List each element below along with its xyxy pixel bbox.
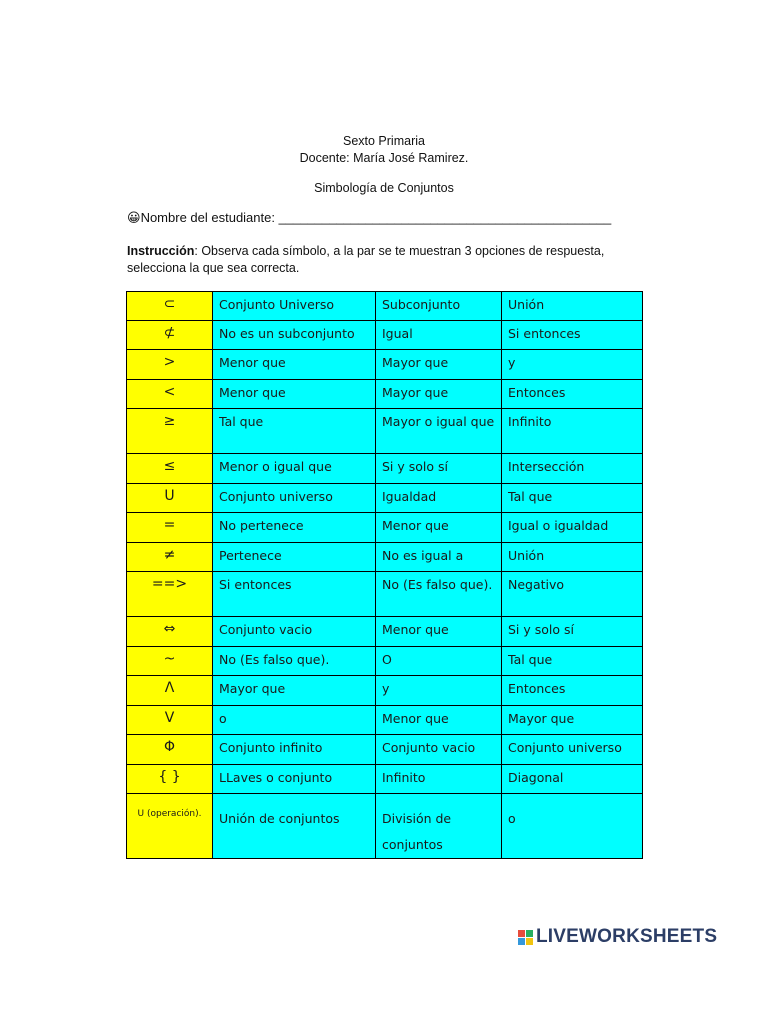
answer-option[interactable]: Menor que [213, 350, 376, 380]
page-title: Simbología de Conjuntos [314, 181, 454, 195]
header-grade: Sexto Primaria [343, 134, 425, 148]
answer-option[interactable]: Menor o igual que [213, 454, 376, 484]
answer-option[interactable]: Igual [376, 321, 502, 350]
answer-option[interactable]: Negativo [502, 572, 643, 617]
table-row [127, 409, 643, 454]
table-row [127, 380, 643, 409]
answer-option[interactable]: Conjunto infinito [213, 735, 376, 765]
symbol-cell: Φ [127, 735, 213, 765]
symbol-cell: Λ [127, 676, 213, 706]
table-row [127, 513, 643, 543]
answer-option[interactable]: Menor que [213, 380, 376, 409]
logo-square-yellow [526, 938, 533, 945]
logo-square-red [518, 930, 525, 937]
symbol-cell: U [127, 484, 213, 513]
student-name-label: Nombre del estudiante: [140, 210, 279, 225]
answer-option[interactable]: Subconjunto [376, 292, 502, 321]
answer-option[interactable]: Conjunto vacio [376, 735, 502, 765]
answer-option[interactable]: Si entonces [502, 321, 643, 350]
instruction [127, 243, 627, 277]
smiley-icon: 😀 [127, 211, 141, 226]
symbol-cell: U (operación). [127, 794, 213, 859]
answer-option[interactable]: Mayor que [502, 706, 643, 735]
answer-option[interactable]: Si entonces [213, 572, 376, 617]
answer-option[interactable]: Entonces [502, 380, 643, 409]
answer-option[interactable]: o [213, 706, 376, 735]
answer-option[interactable]: No es igual a [376, 543, 502, 572]
answer-option[interactable]: No pertenece [213, 513, 376, 543]
answer-option[interactable]: Si y solo sí [502, 617, 643, 647]
answer-option[interactable]: Entonces [502, 676, 643, 706]
answer-option[interactable]: Infinito [502, 409, 643, 454]
table-row [127, 617, 643, 647]
logo-square-blue [518, 938, 525, 945]
answer-option[interactable]: Menor que [376, 617, 502, 647]
table-row [127, 706, 643, 735]
instruction-text: : Observa cada símbolo, a la par se te muestran 3 opciones de respuesta, selecciona la que sea correcta. [127, 244, 605, 275]
answer-option[interactable]: Conjunto universo [502, 735, 643, 765]
answer-option[interactable]: Igual o igualdad [502, 513, 643, 543]
symbol-cell: ⇔ [127, 617, 213, 647]
answer-option[interactable]: Si y solo sí [376, 454, 502, 484]
answer-option[interactable]: No (Es falso que). [213, 647, 376, 676]
header-teacher: Docente: María José Ramirez. [299, 151, 469, 165]
answer-option[interactable]: Igualdad [376, 484, 502, 513]
liveworksheets-logo [518, 926, 717, 948]
symbol-cell: ⊂ [127, 292, 213, 321]
answer-option[interactable]: Conjunto universo [213, 484, 376, 513]
symbol-cell: ≤ [127, 454, 213, 484]
answer-option[interactable]: y [502, 350, 643, 380]
answer-option[interactable]: Mayor que [213, 676, 376, 706]
student-name-line [127, 210, 611, 226]
table-row [127, 292, 643, 321]
answer-option[interactable]: Mayor que [376, 380, 502, 409]
symbol-cell: { } [127, 765, 213, 794]
answer-option[interactable]: Conjunto vacio [213, 617, 376, 647]
logo-text: LIVEWORKSHEETS [536, 926, 718, 947]
symbol-cell: ≥ [127, 409, 213, 454]
answer-option[interactable]: Intersección [502, 454, 643, 484]
answer-option[interactable]: Unión de conjuntos [213, 794, 376, 859]
answer-option[interactable]: Menor que [376, 513, 502, 543]
answer-option[interactable]: Mayor o igual que [376, 409, 502, 454]
answer-option[interactable]: Menor que [376, 706, 502, 735]
answer-option[interactable]: o [502, 794, 643, 859]
answer-option[interactable]: Conjunto Universo [213, 292, 376, 321]
table-row [127, 350, 643, 380]
table-row [127, 484, 643, 513]
symbol-cell: ⊄ [127, 321, 213, 350]
table-row [127, 647, 643, 676]
table-row [127, 572, 643, 617]
symbol-cell: = [127, 513, 213, 543]
table-row [127, 321, 643, 350]
logo-mark-icon [518, 930, 533, 945]
answer-option[interactable]: División de conjuntos [376, 794, 502, 859]
logo-square-green [526, 930, 533, 937]
answer-option[interactable]: O [376, 647, 502, 676]
answer-option[interactable]: No (Es falso que). [376, 572, 502, 617]
table-row [127, 454, 643, 484]
answer-option[interactable]: Diagonal [502, 765, 643, 794]
answer-option[interactable]: Unión [502, 292, 643, 321]
table-row [127, 543, 643, 572]
symbol-cell: ~ [127, 647, 213, 676]
table-row [127, 794, 643, 859]
symbol-cell: V [127, 706, 213, 735]
table-row [127, 676, 643, 706]
table-row [127, 765, 643, 794]
symbol-cell: ==> [127, 572, 213, 617]
symbols-table [126, 291, 643, 859]
answer-option[interactable]: LLaves o conjunto [213, 765, 376, 794]
answer-option[interactable]: Tal que [213, 409, 376, 454]
answer-option[interactable]: Tal que [502, 647, 643, 676]
table-row [127, 735, 643, 765]
answer-option[interactable]: No es un subconjunto [213, 321, 376, 350]
symbol-cell: > [127, 350, 213, 380]
instruction-label: Instrucción [127, 244, 195, 258]
student-name-blank[interactable]: ______________________________________________ [278, 210, 612, 225]
answer-option[interactable]: Pertenece [213, 543, 376, 572]
answer-option[interactable]: Unión [502, 543, 643, 572]
answer-option[interactable]: y [376, 676, 502, 706]
symbol-cell: ≠ [127, 543, 213, 572]
answer-option[interactable]: Infinito [376, 765, 502, 794]
answer-option[interactable]: Mayor que [376, 350, 502, 380]
symbol-cell: < [127, 380, 213, 409]
answer-option[interactable]: Tal que [502, 484, 643, 513]
